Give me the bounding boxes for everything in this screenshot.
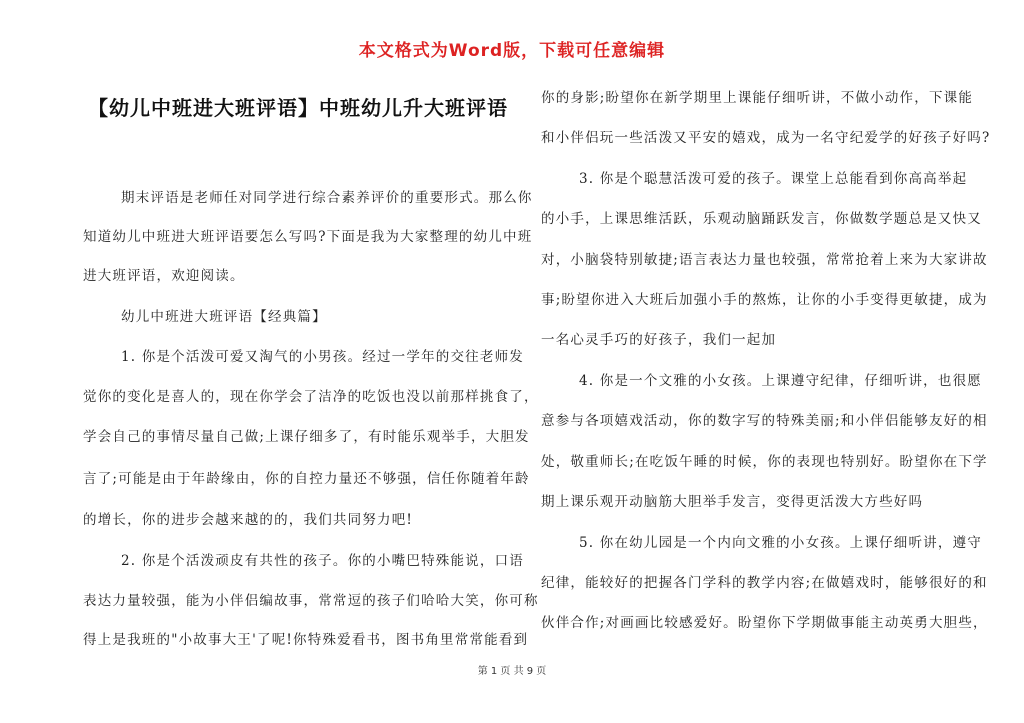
paragraph-line: 期上课乐观开动脑筋大胆举手发言，变得更活泼大方些好吗 <box>541 494 924 510</box>
paragraph-line: 3. 你是个聪慧活泼可爱的孩子。课堂上总能看到你高高举起 <box>579 171 968 187</box>
paragraph-line: 对，小脑袋特别敏捷;语言表达力量也较强，常常抢着上来为大家讲故 <box>541 252 988 268</box>
paragraph-line: 纪律，能较好的把握各门学科的教学内容;在做嬉戏时，能够很好的和 <box>541 575 988 591</box>
paragraph-line: 1. 你是个活泼可爱又淘气的小男孩。经过一学年的交往老师发 <box>121 349 524 365</box>
page-number: 第 1 页 共 9 页 <box>477 666 547 677</box>
paragraph-line: 5. 你在幼儿园是一个内向文雅的小女孩。上课仔细听讲，遵守 <box>579 535 982 551</box>
paragraph-line: 知道幼儿中班进大班评语要怎么写吗?下面是我为大家整理的幼儿中班 <box>83 229 533 245</box>
paragraph-line: 处，敬重师长;在吃饭午睡的时候，你的表现也特别好。盼望你在下学 <box>541 454 988 470</box>
paragraph-line: 言了;可能是由于年龄缘由，你的自控力量还不够强，信任你随着年龄 <box>83 471 530 487</box>
paragraph-line: 伙伴合作;对画画比较感爱好。盼望你下学期做事能主动英勇大胆些， <box>541 615 988 631</box>
paragraph-line: 表达力量较强，能为小伴侣编故事，常常逗的孩子们哈哈大笑，你可称 <box>83 593 539 609</box>
paragraph-line: 4. 你是一个文雅的小女孩。上课遵守纪律，仔细听讲，也很愿 <box>579 373 982 389</box>
paragraph-line: 意参与各项嬉戏活动，你的数字写的特殊美丽;和小伴侣能够友好的相 <box>541 413 988 429</box>
document-title: 【幼儿中班进大班评语】中班幼儿升大班评语 <box>88 96 508 120</box>
paragraph-line: 觉你的变化是喜人的，现在你学会了洁净的吃饭也没以前那样挑食了， <box>83 389 539 405</box>
paragraph-line: 的小手，上课思维活跃，乐观动脑踊跃发言，你做数学题总是又快又 <box>541 211 982 227</box>
paragraph-line: 学会自己的事情尽量自己做;上课仔细多了，有时能乐观举手，大胆发 <box>83 429 530 445</box>
paragraph-line: 的增长，你的进步会越来越的的，我们共同努力吧! <box>83 512 414 528</box>
paragraph-line: 得上是我班的"小故事大王'了呢!你特殊爱看书，图书角里常常能看到 <box>83 632 529 648</box>
paragraph-line: 事;盼望你进入大班后加强小手的熬炼，让你的小手变得更敏捷，成为 <box>541 292 988 308</box>
paragraph-line: 进大班评语，欢迎阅读。 <box>83 268 245 284</box>
paragraph-line: 和小伴侣玩一些活泼又平安的嬉戏，成为一名守纪爱学的好孩子好吗? <box>541 130 991 146</box>
paragraph-line: 期末评语是老师任对同学进行综合素养评价的重要形式。那么你 <box>121 190 533 206</box>
paragraph-line: 你的身影;盼望你在新学期里上课能仔细听讲，不做小动作，下课能 <box>541 90 974 106</box>
paragraph-line: 2. 你是个活泼顽皮有共性的孩子。你的小嘴巴特殊能说，口语 <box>121 553 524 569</box>
paragraph-line: 一名心灵手巧的好孩子，我们一起加 <box>541 332 777 348</box>
section-heading: 幼儿中班进大班评语【经典篇】 <box>121 309 327 325</box>
word-format-banner: 本文格式为Word版，下载可任意编辑 <box>358 41 666 61</box>
